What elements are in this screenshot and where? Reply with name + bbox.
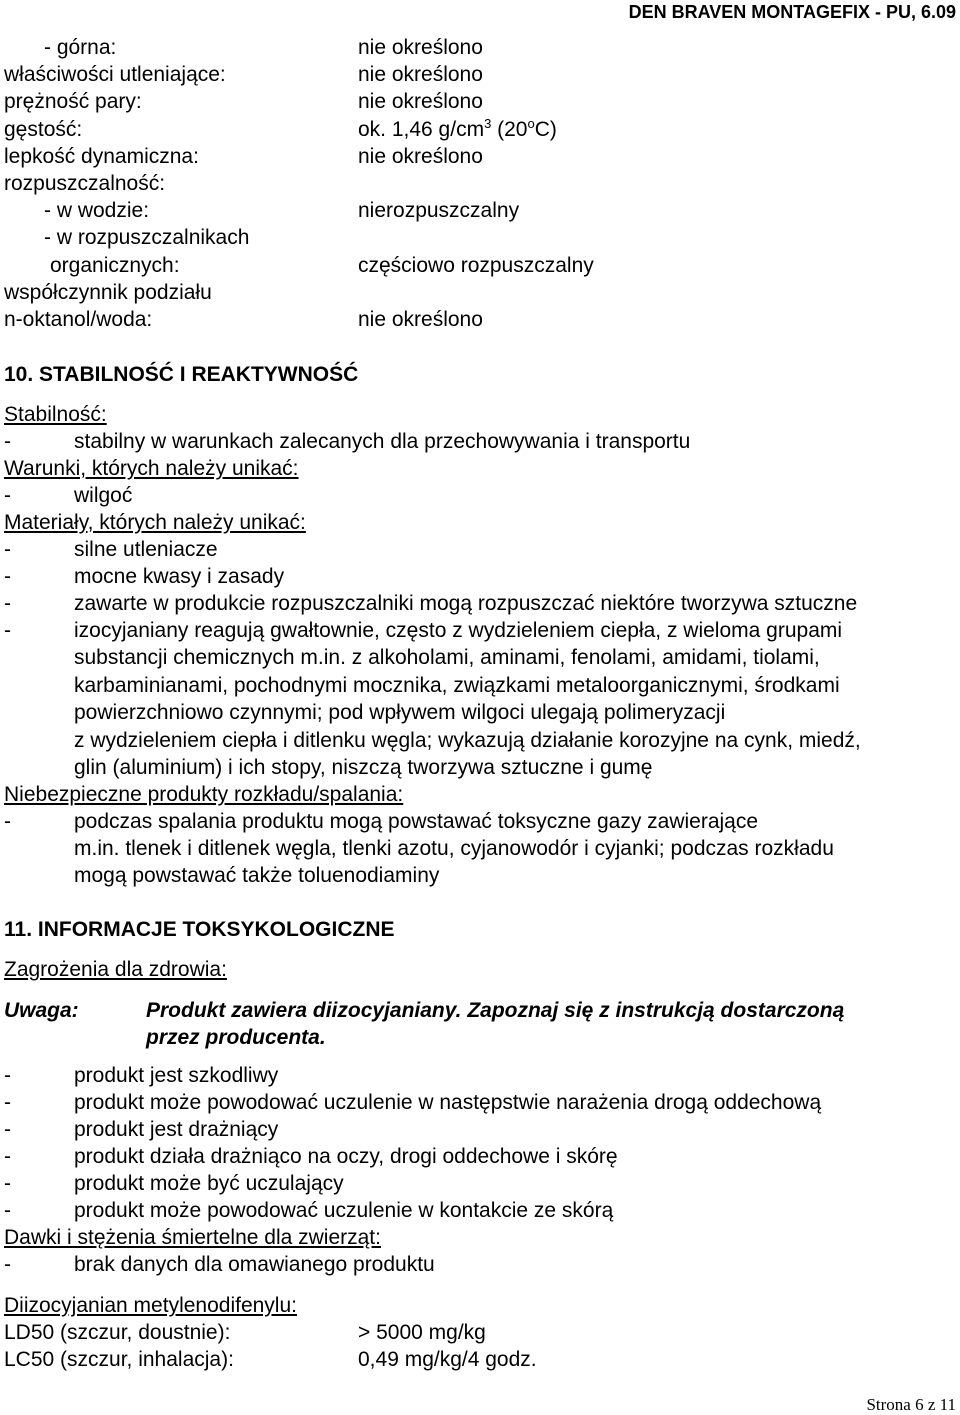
hazard-item: produkt jest drażniący (74, 1118, 279, 1141)
lethal-doses-item: brak danych dla omawianego produktu (74, 1253, 435, 1276)
mdi-label: Diizocyjanian metylenodifenylu: (4, 1294, 297, 1317)
decomposition-line: podczas spalania produktu mogą powstawać toksyczne gazy zawierające (74, 810, 759, 833)
avoid-materials-label: Materiały, których należy unikać: (4, 511, 306, 534)
tox-label: LD50 (szczur, doustnie): (4, 1321, 231, 1344)
avoid-condition-item: wilgoć (74, 484, 133, 507)
stability-item: stabilny w warunkach zalecanych dla przechowywania i transportu (74, 430, 691, 453)
density-value: ok. 1,46 $g/cm^3$ (20$^o$C) (358, 116, 557, 141)
prop-label: - w wodzie: (44, 199, 150, 222)
prop-value: nierozpuszczalny (358, 199, 520, 222)
prop-value: nie określono (358, 36, 483, 59)
prop-label: organicznych: (50, 254, 180, 277)
hazard-item: produkt może powodować uczulenie w kontakcie ze skórą (74, 1199, 614, 1222)
bullet-dash: - (4, 1199, 11, 1222)
prop-label: n-oktanol/woda: (4, 308, 153, 331)
bullet-dash: - (4, 1145, 11, 1168)
decomposition-line: mogą powstawać także toluenodiaminy (74, 864, 440, 887)
note-text: Produkt zawiera diizocyjaniany. Zapoznaj się z instrukcją dostarczoną (146, 999, 845, 1022)
bullet-dash: - (4, 565, 11, 588)
tox-value: > 5000 mg/kg (358, 1321, 486, 1344)
avoid-conditions-label: Warunki, których należy unikać: (4, 457, 299, 480)
avoid-material-item: zawarte w produkcie rozpuszczalniki mogą rozpuszczać niektóre tworzywa sztuczne (74, 592, 858, 615)
note-label: Uwaga: (4, 999, 79, 1022)
prop-value: nie określono (358, 63, 483, 86)
prop-label: prężność pary: (4, 90, 142, 113)
isocyanate-line: substancji chemicznych m.in. z alkoholami, aminami, fenolami, amidami, tiolami, (74, 646, 820, 669)
hazard-item: produkt działa drażniąco na oczy, drogi oddechowe i skórę (74, 1145, 618, 1168)
bullet-dash: - (4, 1064, 11, 1087)
bullet-dash: - (4, 538, 11, 561)
avoid-material-item: mocne kwasy i zasady (74, 565, 285, 588)
decomposition-line: m.in. tlenek i ditlenek węgla, tlenki azotu, cyjanowodór i cyjanki; podczas rozkładu (74, 837, 834, 860)
prop-label: współczynnik podziału (4, 281, 212, 304)
bullet-dash: - (4, 592, 11, 615)
bullet-dash: - (4, 1118, 11, 1141)
isocyanate-line: powierzchniowo czynnymi; pod wpływem wilgoci ulegają polimeryzacji (74, 701, 726, 724)
prop-value: nie określono (358, 90, 483, 113)
health-hazards-label: Zagrożenia dla zdrowia: (4, 958, 227, 981)
prop-label: - górna: (44, 36, 117, 59)
bullet-dash: - (4, 810, 11, 833)
lethal-doses-label: Dawki i stężenia śmiertelne dla zwierząt: (4, 1226, 381, 1249)
bullet-dash: - (4, 1253, 11, 1276)
isocyanate-line: glin (aluminium) i ich stopy, niszczą tworzywa sztuczne i gumę (74, 756, 653, 779)
bullet-dash: - (4, 1091, 11, 1114)
bullet-dash: - (4, 484, 11, 507)
prop-label: - w rozpuszczalnikach (44, 226, 250, 249)
prop-label: gęstość: (4, 118, 83, 141)
decomposition-label: Niebezpieczne produkty rozkładu/spalania: (4, 783, 404, 806)
hazard-item: produkt może powodować uczulenie w następstwie narażenia drogą oddechową (74, 1091, 822, 1114)
document-header: DEN BRAVEN MONTAGEFIX - PU, 6.09 (628, 2, 956, 22)
tox-value: 0,49 mg/kg/4 godz. (358, 1348, 537, 1371)
prop-label: właściwości utleniające: (4, 63, 226, 86)
section-10-title: 10. STABILNOŚĆ I REAKTYWNOŚĆ (4, 363, 359, 386)
isocyanate-line: z wydzieleniem ciepła i ditlenku węgla; wykazują działanie korozyjne na cynk, miedź, (74, 729, 861, 752)
isocyanate-line: izocyjaniany reagują gwałtownie, często z wydzieleniem ciepła, z wieloma grupami (74, 619, 843, 642)
page-number: Strona 6 z 11 (866, 1395, 956, 1414)
isocyanate-line: karbaminianami, pochodnymi mocznika, związkami metaloorganicznymi, środkami (74, 674, 840, 697)
hazard-item: produkt jest szkodliwy (74, 1064, 279, 1087)
hazard-item: produkt może być uczulający (74, 1172, 344, 1195)
avoid-material-item: silne utleniacze (74, 538, 218, 561)
bullet-dash: - (4, 430, 11, 453)
prop-label: rozpuszczalność: (4, 172, 166, 195)
note-text: przez producenta. (146, 1026, 326, 1049)
stability-label: Stabilność: (4, 403, 107, 426)
prop-value: nie określono (358, 145, 483, 168)
bullet-dash: - (4, 619, 11, 642)
tox-label: LC50 (szczur, inhalacja): (4, 1348, 234, 1371)
section-11-title: 11. INFORMACJE TOKSYKOLOGICZNE (4, 918, 395, 941)
prop-value: częściowo rozpuszczalny (358, 254, 594, 277)
bullet-dash: - (4, 1172, 11, 1195)
prop-label: lepkość dynamiczna: (4, 145, 199, 168)
prop-value: nie określono (358, 308, 483, 331)
